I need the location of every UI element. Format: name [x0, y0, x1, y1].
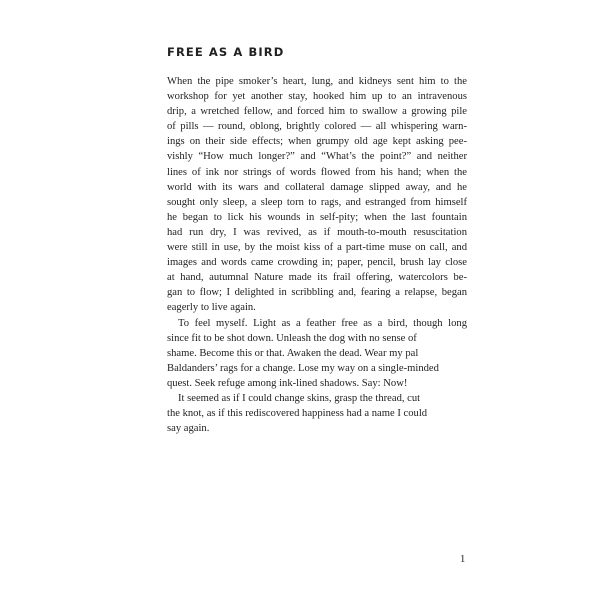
text-line: To feel myself. Light as a feather free as a bird, though long: [178, 317, 467, 329]
text-line: were still in use, by the moist kiss of a part-time muse on call, and: [167, 242, 467, 254]
paragraph: [167, 316, 467, 391]
text-line: When the pipe smoker’s heart, lung, and kidneys sent him to the: [167, 76, 467, 87]
text-line: of pills — round, oblong, brightly colored — all whispering warn-: [167, 121, 467, 133]
text-line: say again.: [167, 423, 210, 435]
text-line: the knot, as if this rediscovered happiness had a name I could: [167, 408, 428, 420]
paragraph: [167, 74, 467, 316]
text-line: world with its wars and collateral damage slipped away, and he: [167, 181, 467, 193]
text-line: gan to flow; I delighted in scribbling and, fearing a relapse, began: [167, 287, 467, 299]
text-line: since fit to be shot down. Unleash the dog with no sense of: [167, 332, 417, 344]
text-line: had run dry, I was revived, as if mouth-to-mouth resuscitation: [167, 226, 467, 238]
text-line: shame. Become this or that. Awaken the dead. Wear my pal: [167, 347, 419, 359]
text-line: quest. Seek refuge among ink-lined shadows. Say: Now!: [167, 377, 408, 389]
text-line: It seemed as if I could change skins, grasp the thread, cut: [178, 392, 421, 404]
body-text: [167, 74, 467, 436]
text-line: he began to lick his wounds in self-pity; when the last fountain: [167, 211, 467, 223]
text-line: ings on their side effects; when grumpy old age kept asking pee-: [167, 136, 467, 148]
text-line: lines of ink nor strings of words flowed from his hand; when the: [167, 166, 467, 178]
text-line: vishly “How much longer?” and “What’s the point?” and neither: [167, 151, 467, 163]
page-number: 1: [460, 554, 466, 565]
text-line: at hand, autumnal Nature made its frail offering, watercolors be-: [167, 272, 467, 284]
text-line: sought only sleep, a sleep torn to rags, and estranged from himself: [167, 196, 467, 208]
chapter-title: FREE AS A BIRD: [167, 45, 285, 59]
text-line: images and words came crowding in; paper, pencil, brush lay close: [167, 257, 467, 269]
text-line: drip, a wretched fellow, and forced him to swallow a growing pile: [167, 106, 467, 118]
text-line: Baldanders’ rags for a change. Lose my way on a single-minded: [167, 362, 439, 374]
text-line: eagerly to live again.: [167, 302, 256, 314]
paragraph: [167, 391, 467, 436]
text-line: workshop for yet another stay, hooked him up to an intravenous: [167, 91, 467, 103]
